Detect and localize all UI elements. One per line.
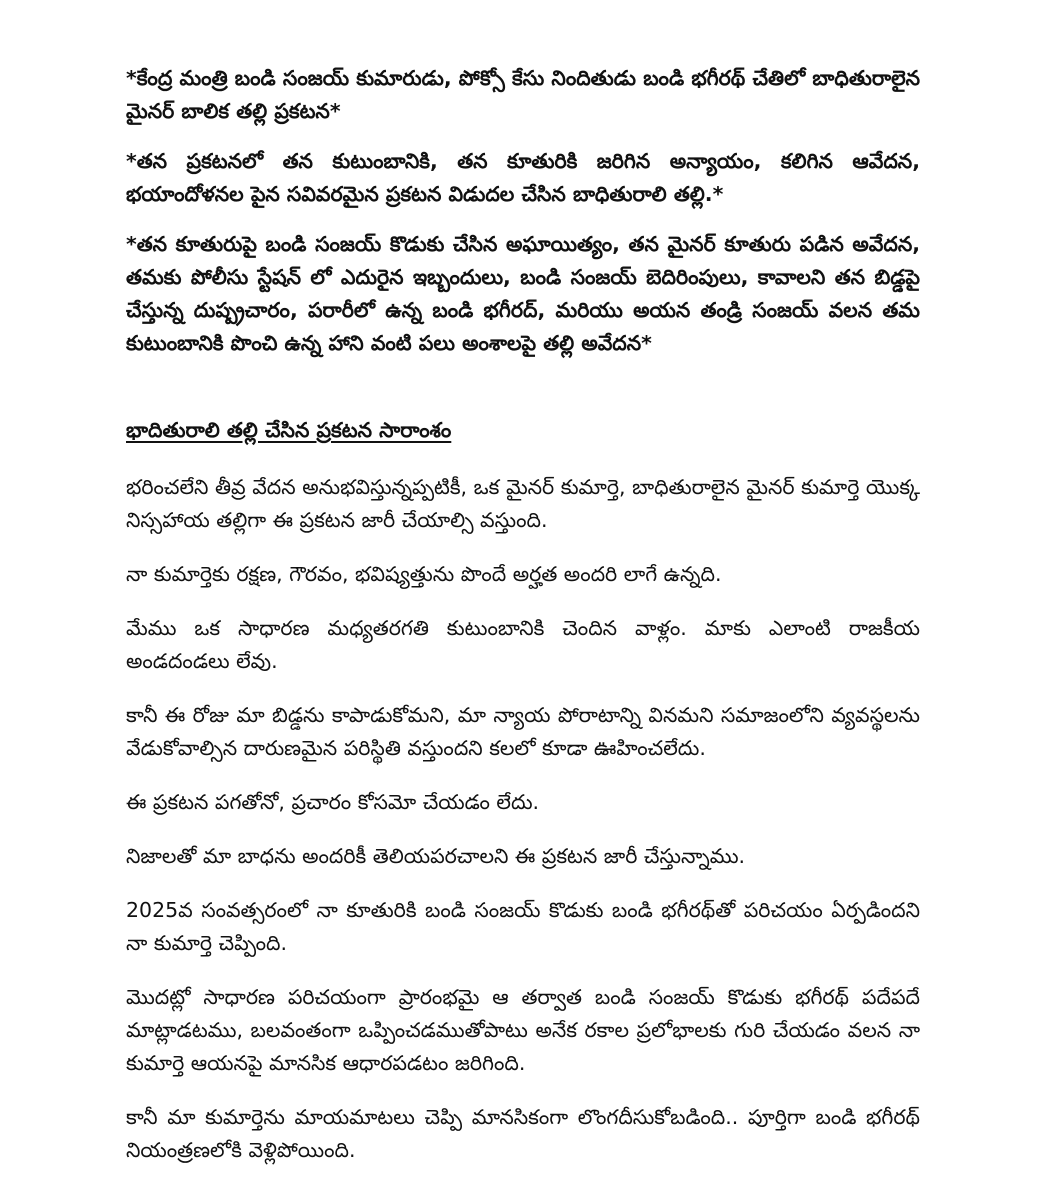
- body-paragraph: మొదట్లో సాధారణ పరిచయంగా ప్రారంభమై ఆ తర్వాత బండి సంజయ్ కొడుకు భగీరథ్ పదేపదే మాట్లాడటము, బలవంతంగా ఒప్పించడముతోపాటు అనేక రకాల ప్రలోభాలకు గురి చేయడం వలన నా కుమార్తె ఆయనపై మానసిక ఆధారపడటం జరిగింది.: [126, 985, 920, 1075]
- body-paragraph: మేము ఒక సాధారణ మధ్యతరగతి కుటుంబానికి చెందిన వాళ్లం. మాకు ఎలాంటి రాజకీయ అండదండలు లేవు.: [126, 616, 920, 673]
- body-paragraph: నా కుమార్తెకు రక్షణ, గౌరవం, భవిష్యత్తును పొందే అర్హత అందరి లాగే ఉన్నది.: [126, 562, 722, 586]
- body-paragraph: నిజాలతో మా బాధను అందరికీ తెలియపరచాలని ఈ ప్రకటన జారీ చేస్తున్నాము.: [126, 844, 746, 868]
- body-paragraph: 2025వ సంవత్సరంలో నా కూతురికి బండి సంజయ్ కొడుకు బండి భగీరథ్‌తో పరిచయం ఏర్పడిందని నా కుమార్తె చెప్పింది.: [126, 898, 920, 955]
- body-paragraph: భరించలేని తీవ్ర వేదన అనుభవిస్తున్నప్పటికీ, ఒక మైనర్ కుమార్తె, బాధితురాలైన మైనర్ కుమార్తె యొక్క నిస్సహాయ తల్లిగా ఈ ప్రకటన జారీ చేయాల్సి వస్తుంది.: [126, 475, 920, 532]
- body-paragraph: కానీ మా కుమార్తెను మాయమాటలు చెప్పి మానసికంగా లొంగదీసుకోబడింది.. పూర్తిగా బండి భగీరథ్ నియంత్రణలోకి వెళ్లిపోయింది.: [126, 1105, 920, 1162]
- summary-heading: భాదితురాలి తల్లి చేసిన ప్రకటన సారాంశం: [126, 418, 452, 442]
- intro-paragraph: *కేంద్ర మంత్రి బండి సంజయ్ కుమారుడు, పోక్సో కేసు నిందితుడు బండి భగీరథ్ చేతిలో బాధితురాలైన మైనర్ బాలిక తల్లి ప్రకటన*: [126, 66, 920, 123]
- body-paragraph: కానీ ఈ రోజు మా బిడ్డను కాపాడుకోమని, మా న్యాయ పోరాటాన్ని వినమని సమాజంలోని వ్యవస్థలను వేడుకోవాల్సిన దారుణమైన పరిస్థితి వస్తుందని కలలో కూడా ఊహించలేదు.: [126, 703, 920, 760]
- body-paragraph: ఈ ప్రకటన పగతోనో, ప్రచారం కోసమో చేయడం లేదు.: [126, 790, 540, 814]
- intro-paragraph: *తన కూతురుపై బండి సంజయ్ కొడుకు చేసిన అఘాయిత్యం, తన మైనర్ కూతురు పడిన అవేదన, తమకు పోలీసు స్టేషన్ లో ఎదురైన ఇబ్బందులు, బండి సంజయ్ బెదిరింపులు, కావాలని తన బిడ్డపై చేస్తున్న దుష్ప్రచారం, పరారీలో ఉన్న బండి భగీరద్, మరియు అయన తండ్రి సంజయ్ వలన తమ కుటుంబానికి పొంచి ఉన్న హాని వంటి పలు అంశాలపై తల్లి అవేదన*: [126, 232, 920, 355]
- intro-paragraph: *తన ప్రకటనలో తన కుటుంబానికి, తన కూతురికి జరిగిన అన్యాయం, కలిగిన ఆవేదన, భయాందోళనల పైన సవివరమైన ప్రకటన విడుదల చేసిన బాధితురాలి తల్లి.*: [126, 149, 920, 206]
